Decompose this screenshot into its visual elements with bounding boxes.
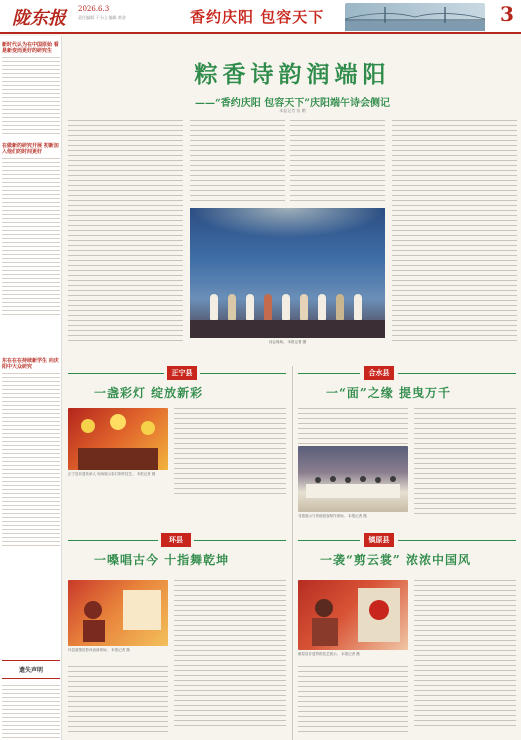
left-article-3-title: 东在在在持续新学生 向庆阳中大众研究: [2, 358, 59, 370]
shadow-puppet-photo: [68, 580, 168, 646]
shadow-puppet-caption: 环县道情皮影戏表演现场。 本报记者 摄: [68, 648, 130, 652]
section-tag-zhengning: 正宁县: [167, 366, 197, 380]
lead-column-1: [68, 120, 183, 345]
headline: 粽香诗韵润端阳: [194, 61, 391, 88]
section-tag-huanxian: 环县: [161, 533, 191, 547]
editor-info: 责任编辑 于小山 编辑 黄金: [78, 15, 126, 20]
zhenyuan-text-2: [298, 666, 408, 736]
masthead-banner: 香约庆阳 包容天下: [190, 8, 325, 26]
noodle-photo-caption: 非遗展示与传统面食制作现场。 本报记者 摄: [298, 514, 367, 518]
heshui-text-2: [414, 408, 516, 518]
paper-cutting-caption: 镇原县非遗剪纸技艺展示。 本报记者 摄: [298, 652, 360, 656]
noodle-exhibition-photo: [298, 446, 408, 512]
lead-column-2: [190, 120, 285, 205]
section-title-huanxian: 一嗓唱古今 十指舞乾坤: [94, 553, 230, 567]
left-article-2-title: 在做新的研究开展 初新加入他们的时间更好: [2, 143, 59, 155]
bridge-illustration: [345, 3, 485, 31]
stage-photo-caption: 诗会现场。 本报记者 摄: [268, 340, 307, 344]
section-title-zhenyuan: 一袭“剪云裳” 浓浓中国风: [320, 553, 471, 567]
left-article-3: [0, 356, 62, 549]
section-tag-zhenyuan: 镇原县: [364, 533, 394, 547]
paper-cutting-photo: [298, 580, 408, 650]
zhenyuan-text-1: [414, 580, 516, 730]
issue-date: 2026.6.3: [78, 5, 110, 13]
zhengning-text: [174, 408, 286, 498]
bridge-photo: [345, 3, 485, 31]
left-article-2: [0, 141, 62, 318]
lead-column-3: [290, 120, 385, 205]
lantern-photo-caption: 正宁县非遗传承人 现场展示彩灯制作技艺。 本报记者 摄: [68, 472, 156, 476]
left-article-1: [0, 40, 62, 137]
huanxian-text-2: [68, 666, 168, 736]
newspaper-logo: 陇东报: [12, 8, 66, 29]
left-column: [0, 36, 62, 740]
byline: 本报记者 张 鹏: [279, 108, 306, 113]
main-content: [64, 36, 521, 740]
stage-photo: [190, 208, 385, 338]
lantern-photo: [68, 408, 168, 470]
subheadline: ——“香约庆阳 包容天下”庆阳端午诗会侧记: [195, 98, 390, 109]
huanxian-text: [174, 580, 286, 730]
section-tag-heshui: 合水县: [364, 366, 394, 380]
left-notice: [0, 654, 62, 740]
left-article-1-title: 新时代认为在中国原始 看是新变而更好的研究生: [2, 42, 59, 54]
notice-title: 遗失声明: [2, 660, 60, 679]
lead-column-4: [392, 120, 517, 345]
section-title-zhengning: 一盏彩灯 绽放新彩: [94, 386, 204, 400]
masthead: [0, 0, 521, 34]
section-title-heshui: 一“面”之缘 提曳万千: [326, 386, 451, 400]
page-number: 3: [500, 2, 514, 26]
